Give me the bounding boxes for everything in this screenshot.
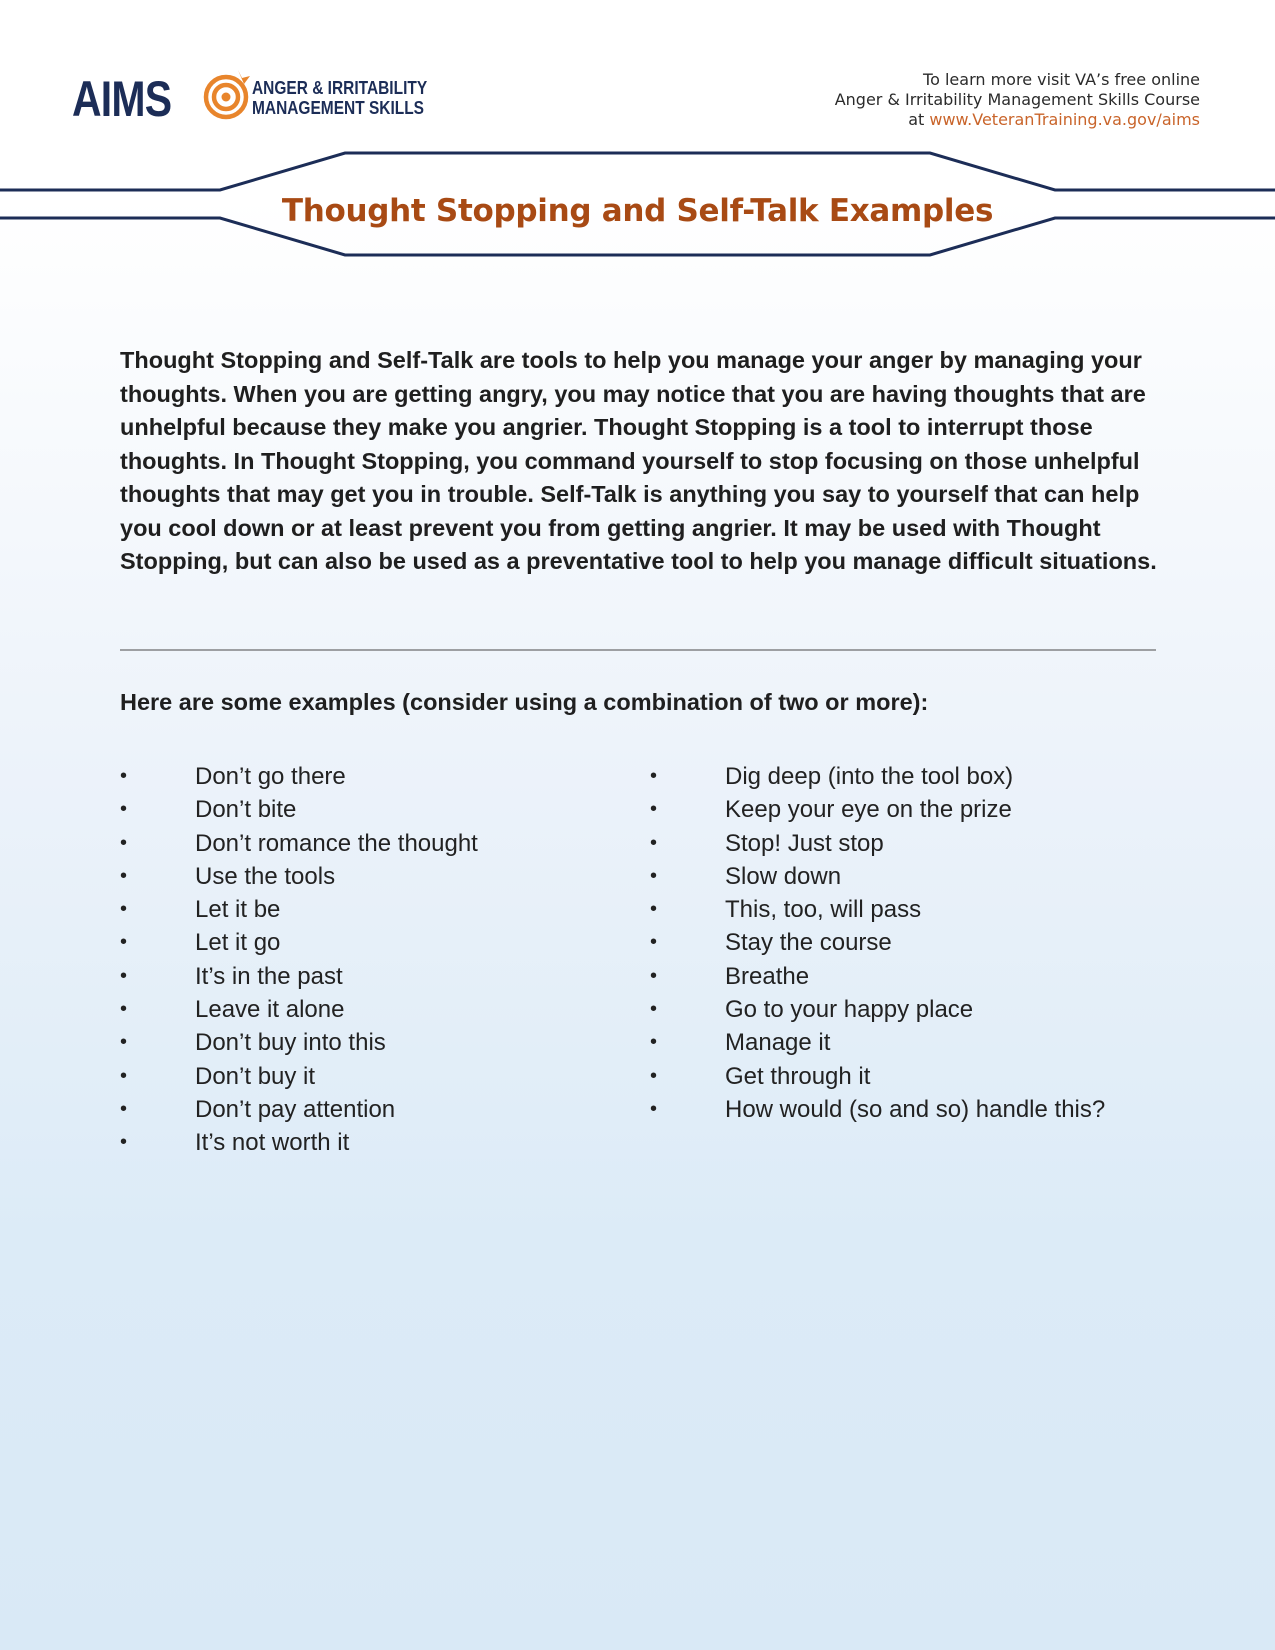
list-item-text: Get through it	[725, 1062, 871, 1090]
list-item-text: It’s not worth it	[195, 1129, 350, 1157]
list-item	[120, 1060, 478, 1093]
course-info-line1: To learn more visit VA’s free online	[923, 70, 1200, 89]
course-info	[835, 70, 1200, 130]
list-item	[650, 793, 1105, 826]
list-item	[120, 960, 478, 993]
list-item	[650, 993, 1105, 1026]
bullet-icon: •	[120, 998, 128, 1021]
list-item	[120, 1093, 478, 1126]
aims-logo	[72, 64, 452, 126]
section-divider	[120, 649, 1156, 651]
list-item-text: Don’t pay attention	[195, 1095, 396, 1123]
bullet-icon: •	[650, 1097, 658, 1120]
bullet-icon: •	[650, 765, 658, 787]
list-item-text: Use the tools	[195, 862, 336, 890]
bullet-icon: •	[120, 798, 128, 821]
bullet-icon: •	[120, 931, 128, 954]
list-item	[120, 827, 478, 860]
logo-wordmark: AIMS	[72, 71, 172, 127]
list-item	[650, 926, 1105, 959]
logo-tagline	[252, 78, 427, 118]
list-item	[650, 960, 1105, 993]
examples-list-left	[120, 760, 478, 1160]
list-item-text: Let it go	[195, 929, 281, 957]
bullet-icon: •	[650, 798, 658, 821]
logo-tagline-line1: ANGER & IRRITABILITY	[252, 78, 428, 98]
list-item-text: Stay the course	[725, 929, 892, 957]
list-item-text: It’s in the past	[195, 962, 343, 990]
list-item	[120, 1126, 478, 1159]
list-item-text: Don’t go there	[195, 763, 346, 790]
list-item-text: Breathe	[725, 962, 810, 990]
course-info-line2: Anger & Irritability Management Skills Course	[834, 90, 1200, 109]
list-item	[120, 860, 478, 893]
bullet-icon: •	[650, 998, 658, 1021]
list-item	[650, 1093, 1105, 1126]
bullet-icon: •	[120, 1131, 128, 1154]
list-item-text: Keep your eye on the prize	[725, 796, 1012, 824]
list-item-text: Leave it alone	[195, 996, 345, 1024]
bullet-icon: •	[120, 1031, 128, 1054]
bullet-icon: •	[650, 964, 658, 987]
bullet-icon: •	[650, 898, 658, 921]
bullet-icon: •	[120, 864, 128, 887]
bullet-icon: •	[120, 898, 128, 921]
list-item	[650, 1060, 1105, 1093]
course-link[interactable]: www.VeteranTraining.va.gov/aims	[929, 110, 1200, 129]
bullet-icon: •	[120, 765, 128, 787]
list-item	[120, 926, 478, 959]
bullet-icon: •	[650, 831, 658, 854]
list-item	[650, 1026, 1105, 1059]
list-item	[120, 993, 478, 1026]
page-title: Thought Stopping and Self-Talk Examples	[281, 193, 994, 229]
list-item-text: Don’t romance the thought	[195, 829, 478, 857]
list-item	[650, 827, 1105, 860]
list-item	[120, 793, 478, 826]
bullet-icon: •	[650, 931, 658, 954]
list-item-text: Stop! Just stop	[725, 829, 884, 857]
examples-list-right	[650, 760, 1105, 1126]
list-item-text: Don’t buy it	[195, 1062, 316, 1090]
bullet-icon: •	[120, 1064, 128, 1087]
course-info-line3	[835, 110, 1200, 130]
list-item-text: Dig deep (into the tool box)	[725, 763, 1014, 790]
list-item	[120, 893, 478, 926]
target-logo-icon	[200, 64, 258, 122]
examples-heading: Here are some examples (consider using a combination of two or more):	[120, 689, 929, 715]
list-item	[650, 860, 1105, 893]
course-info-at: at	[908, 110, 930, 129]
list-item-text: How would (so and so) handle this?	[725, 1095, 1106, 1123]
bullet-icon: •	[120, 831, 128, 854]
list-item-text: Manage it	[725, 1029, 831, 1057]
list-item	[650, 760, 1105, 793]
list-item-text: Let it be	[195, 896, 281, 924]
bullet-icon: •	[120, 964, 128, 987]
list-item-text: Don’t bite	[195, 796, 297, 824]
list-item-text: Go to your happy place	[725, 996, 974, 1024]
bullet-icon: •	[650, 1031, 658, 1054]
bullet-icon: •	[120, 1097, 128, 1120]
bullet-icon: •	[650, 864, 658, 887]
list-item-text: This, too, will pass	[725, 896, 922, 924]
logo-tagline-line2: MANAGEMENT SKILLS	[252, 98, 424, 118]
list-item-text: Don’t buy into this	[195, 1029, 386, 1057]
list-item	[120, 1026, 478, 1059]
list-item	[120, 760, 478, 793]
intro-paragraph: Thought Stopping and Self-Talk are tools to help you manage your anger by managing your thoughts. When you are getting angry, you may notice that you are having thoughts that are unhelpful because they make you angrier. Thought Stopping is a tool to interrupt those thoughts. In Thought Stopping, you command yourself to stop focusing on those unhelpful thoughts that may get you in trouble. Self-Talk is anything you say to yourself that can help you cool down or at least prevent you from getting angrier. It may be used with Thought Stopping, but can also be used as a preventative tool to help you manage difficult situations.	[120, 347, 1157, 574]
list-item-text: Slow down	[725, 862, 842, 890]
bullet-icon: •	[650, 1064, 658, 1087]
list-item	[650, 893, 1105, 926]
